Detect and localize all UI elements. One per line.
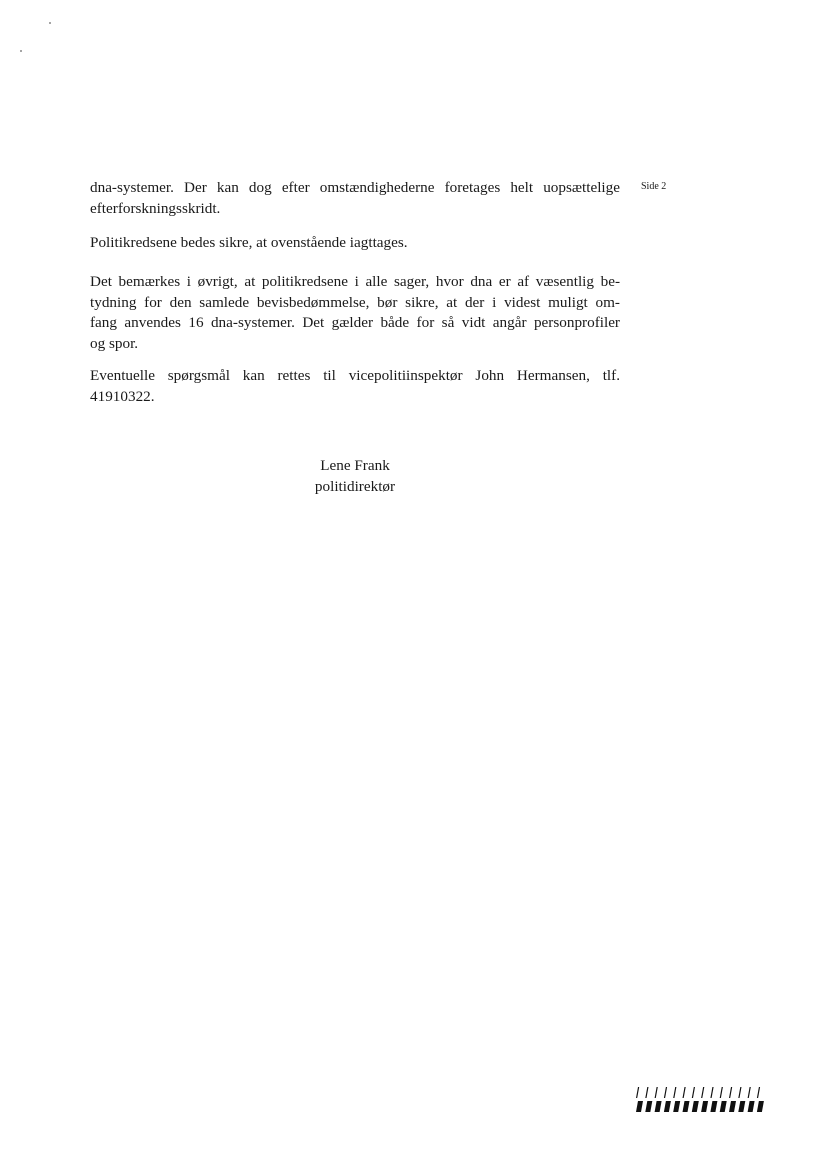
text-line: 41910322. xyxy=(90,387,155,405)
paragraph-2 xyxy=(90,233,620,254)
barcode-bar-thick xyxy=(664,1101,671,1112)
paragraph-3 xyxy=(90,272,620,354)
barcode-bar-thick xyxy=(748,1101,755,1112)
paragraph-4 xyxy=(90,366,620,407)
signature-title: politidirektør xyxy=(314,478,396,495)
barcode-bar-thin xyxy=(701,1087,704,1098)
barcode-bar-thin xyxy=(636,1087,639,1098)
text-line: Eventuelle spørgsmål kan rettes til vicepolitiinspektør John Hermansen, tlf. xyxy=(90,367,620,384)
barcode-bar-thick xyxy=(710,1101,717,1112)
barcode-bar-thick xyxy=(738,1101,745,1112)
barcode-bar-thick xyxy=(692,1101,699,1112)
barcode-bar-thin xyxy=(664,1087,667,1098)
text-line: tydning for den samlede bevisbedømmelse, bør sikre, at der i videst muligt om- xyxy=(90,293,620,311)
text-line: og spor. xyxy=(90,334,139,352)
barcode-bar-thin xyxy=(720,1087,723,1098)
text-line: Det bemærkes i øvrigt, at politikredsene i alle sager, hvor dna er af væsentlig be- xyxy=(90,273,620,290)
barcode-bar-thick xyxy=(720,1101,727,1112)
paragraph-1 xyxy=(90,178,620,219)
scan-speck xyxy=(49,22,51,24)
barcode xyxy=(634,1087,766,1113)
barcode-bar-thin xyxy=(710,1087,713,1098)
barcode-bar-thin xyxy=(738,1087,741,1098)
text-line: fang anvendes 16 dna-systemer. Det gælder både for så vidt angår personprofiler xyxy=(90,314,620,331)
text-line: dna-systemer. Der kan dog efter omstændighederne foretages helt uopsættelige xyxy=(90,179,620,196)
barcode-bar-thin xyxy=(692,1087,695,1098)
barcode-bar-thick xyxy=(757,1101,764,1112)
page-label: Side 2 xyxy=(641,181,667,192)
barcode-bar-thick xyxy=(636,1101,643,1112)
barcode-bar-thick xyxy=(655,1101,662,1112)
barcode-bar-thin xyxy=(655,1087,658,1098)
barcode-bar-thick xyxy=(673,1101,680,1112)
barcode-bar-thin xyxy=(748,1087,751,1098)
signature-name: Lene Frank xyxy=(320,457,390,474)
barcode-bar-thick xyxy=(683,1101,690,1112)
barcode-bar-thick xyxy=(701,1101,708,1112)
barcode-bar-thin xyxy=(683,1087,686,1098)
barcode-bar-thin xyxy=(645,1087,648,1098)
barcode-bar-thick xyxy=(729,1101,736,1112)
scan-speck xyxy=(20,50,22,52)
text-line: Politikredsene bedes sikre, at ovenstående iagttages. xyxy=(90,234,408,251)
barcode-bar-thin xyxy=(757,1087,760,1098)
barcode-bar-thin xyxy=(673,1087,676,1098)
text-line: efterforskningsskridt. xyxy=(90,199,221,217)
barcode-bar-thick xyxy=(645,1101,652,1112)
barcode-bar-thin xyxy=(729,1087,732,1098)
